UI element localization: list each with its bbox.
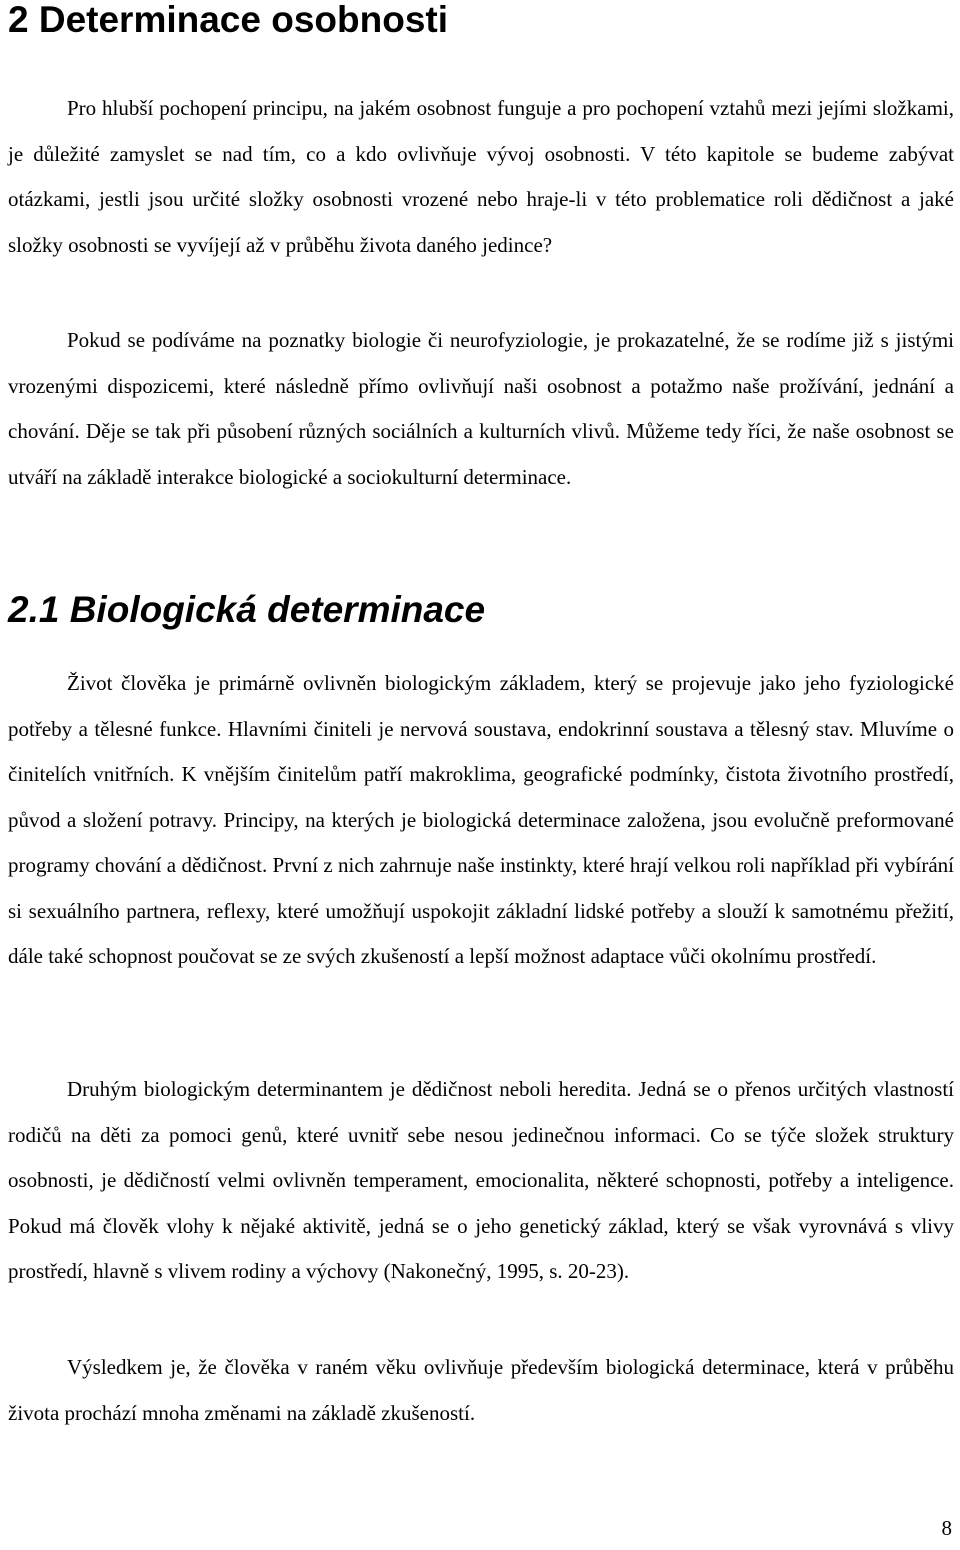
intro-paragraph-1: Pro hlubší pochopení principu, na jakém osobnost funguje a pro pochopení vztahů mezi jejími složkami, je důležité zamyslet se nad tím, co a kdo ovlivňuje vývoj osobnosti. V této kapitole se budeme zabývat otázkami, jestli jsou určité složky osobnosti vrozené nebo hraje-li v této problematice roli dědičnost a jaké složky osobnosti se vyvíjejí až v průběhu života daného jedince? — [8, 96, 954, 257]
section-paragraph-1: Život člověka je primárně ovlivněn biologickým základem, který se projevuje jako jeho fyziologické potřeby a tělesné funkce. Hlavními činiteli je nervová soustava, endokrinní soustava a tělesný stav. Mluvíme o činitelích vnitřních. K vnějším činitelům patří makroklima, geografické podmínky, čistota životního prostředí, původ a složení potravy. Principy, na kterých je biologická determinace založena, jsou evolučně preformované programy chování a dědičnost. První z nich zahrnuje naše instinkty, které hrají velkou roli například při vybírání si sexuálního partnera, reflexy, které umožňují uspokojit základní lidské potřeby a slouží k samotnému přežití, dále také schopnost poučovat se ze svých zkušeností a lepší možnost adaptace vůči okolnímu prostředí. — [8, 671, 954, 968]
section-heading: 2.1 Biologická determinace — [8, 589, 486, 630]
chapter-heading: 2 Determinace osobnosti — [8, 0, 449, 40]
page-number: 8 — [941, 1516, 952, 1540]
section-paragraph-2: Druhým biologickým determinantem je dědičnost neboli heredita. Jedná se o přenos určitých vlastností rodičů na děti za pomoci genů, které uvnitř sebe nesou jedinečnou informaci. Co se týče složek struktury osobnosti, je dědičností velmi ovlivněn temperament, emocionalita, některé schopnosti, potřeby a inteligence. Pokud má člověk vlohy k nějaké aktivitě, jedná se o jeho genetický základ, který se však vyrovnává s vlivy prostředí, hlavně s vlivem rodiny a výchovy (Nakonečný, 1995, s. 20-23). — [8, 1077, 954, 1283]
section-paragraph-3: Výsledkem je, že člověka v raném věku ovlivňuje především biologická determinace, která v průběhu života prochází mnoha změnami na základě zkušeností. — [8, 1355, 954, 1425]
intro-paragraph-2: Pokud se podíváme na poznatky biologie či neurofyziologie, je prokazatelné, že se rodíme již s jistými vrozenými dispozicemi, které následně přímo ovlivňují naši osobnost a potažmo naše prožívání, jednání a chování. Děje se tak při působení různých sociálních a kulturních vlivů. Můžeme tedy říci, že naše osobnost se utváří na základě interakce biologické a sociokulturní determinace. — [8, 328, 954, 489]
